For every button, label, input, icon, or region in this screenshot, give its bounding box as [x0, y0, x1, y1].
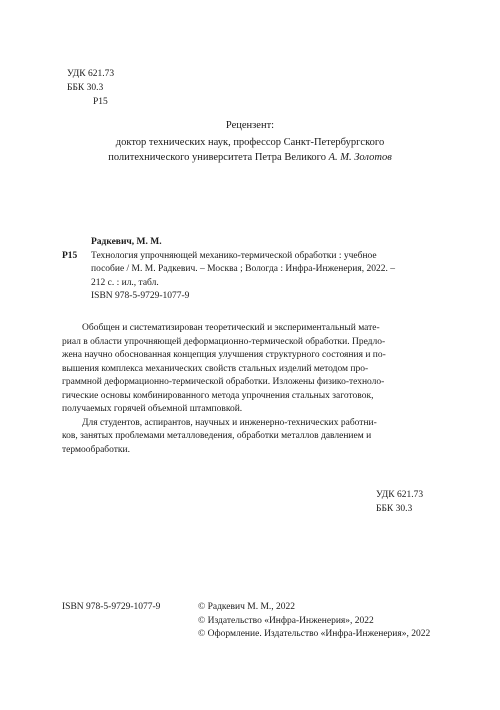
copyright-line: © Радкевич М. М., 2022	[198, 602, 296, 612]
udk-code: УДК 621.73	[67, 69, 115, 79]
annotation-line: термообработки.	[62, 444, 130, 455]
classification-block-bottom	[376, 488, 423, 516]
catalog-description	[91, 250, 438, 304]
annotation-line: граммной деформационно-термической обработки. Изложены физико-техноло-	[62, 377, 385, 387]
reviewer-affiliation: политехнического университета Петра Великого	[108, 152, 329, 163]
reviewer-block	[40, 118, 460, 165]
catalog-isbn: ISBN 978-5-9729-1077-9	[91, 291, 190, 301]
annotation-line: риал в области упрочняющей деформационно-термической обработки. Предло-	[62, 336, 386, 347]
catalog-author: Радкевич, М. М.	[91, 237, 162, 247]
catalog-card	[62, 236, 438, 304]
reviewer-label: Рецензент:	[225, 120, 275, 131]
copyright-line: © Оформление. Издательство «Инфра-Инженерия», 2022	[198, 629, 431, 639]
catalog-entry	[62, 250, 438, 304]
catalog-line: пособие / М. М. Радкевич. – Москва ; Вологда : Инфра-Инженерия, 2022. –	[91, 264, 395, 274]
annotation-line: гические основы комбинированного метода упрочнения стальных заготовок,	[62, 390, 374, 401]
copyright-line: © Издательство «Инфра-Инженерия», 2022	[198, 615, 374, 626]
annotation	[62, 322, 438, 457]
annotation-line: вышения комплекса механических свойств стальных изделий методом про-	[62, 363, 369, 374]
reviewer-name: А. М. Золотов	[328, 152, 392, 163]
catalog-line: Технология упрочняющей механико-термической обработки : учебное	[91, 250, 377, 261]
copyright-row	[62, 601, 438, 642]
annotation-line: получаемых горячей объемной штамповкой.	[62, 404, 243, 414]
annotation-line: жена научно обоснованная концепция улучшения структурного состояния и по-	[62, 350, 386, 360]
reviewer-line-1: доктор технических наук, профессор Санкт-Петербургского	[115, 137, 385, 148]
catalog-index: Р15	[62, 250, 78, 261]
udk-code-bottom: УДК 621.73	[376, 490, 424, 500]
annotation-line: ков, занятых проблемами металловедения, обработки металлов давлением и	[62, 431, 372, 441]
classification-block-top	[67, 67, 114, 109]
annotation-line: Для студентов, аспирантов, научных и инженерно-технических работни-	[82, 417, 377, 428]
copyright-notices	[198, 601, 438, 642]
reviewer-line-2	[40, 150, 460, 165]
bbk-code: ББК 30.3	[67, 83, 104, 93]
bbk-code-bottom: ББК 30.3	[376, 504, 413, 514]
annotation-line: Обобщен и систематизирован теоретический и экспериментальный мате-	[82, 323, 380, 333]
copyright-block	[62, 601, 438, 642]
catalog-line: 212 с. : ил., табл.	[91, 277, 159, 288]
author-mark: Р15	[93, 97, 108, 107]
copyright-isbn: ISBN 978-5-9729-1077-9	[62, 602, 161, 612]
